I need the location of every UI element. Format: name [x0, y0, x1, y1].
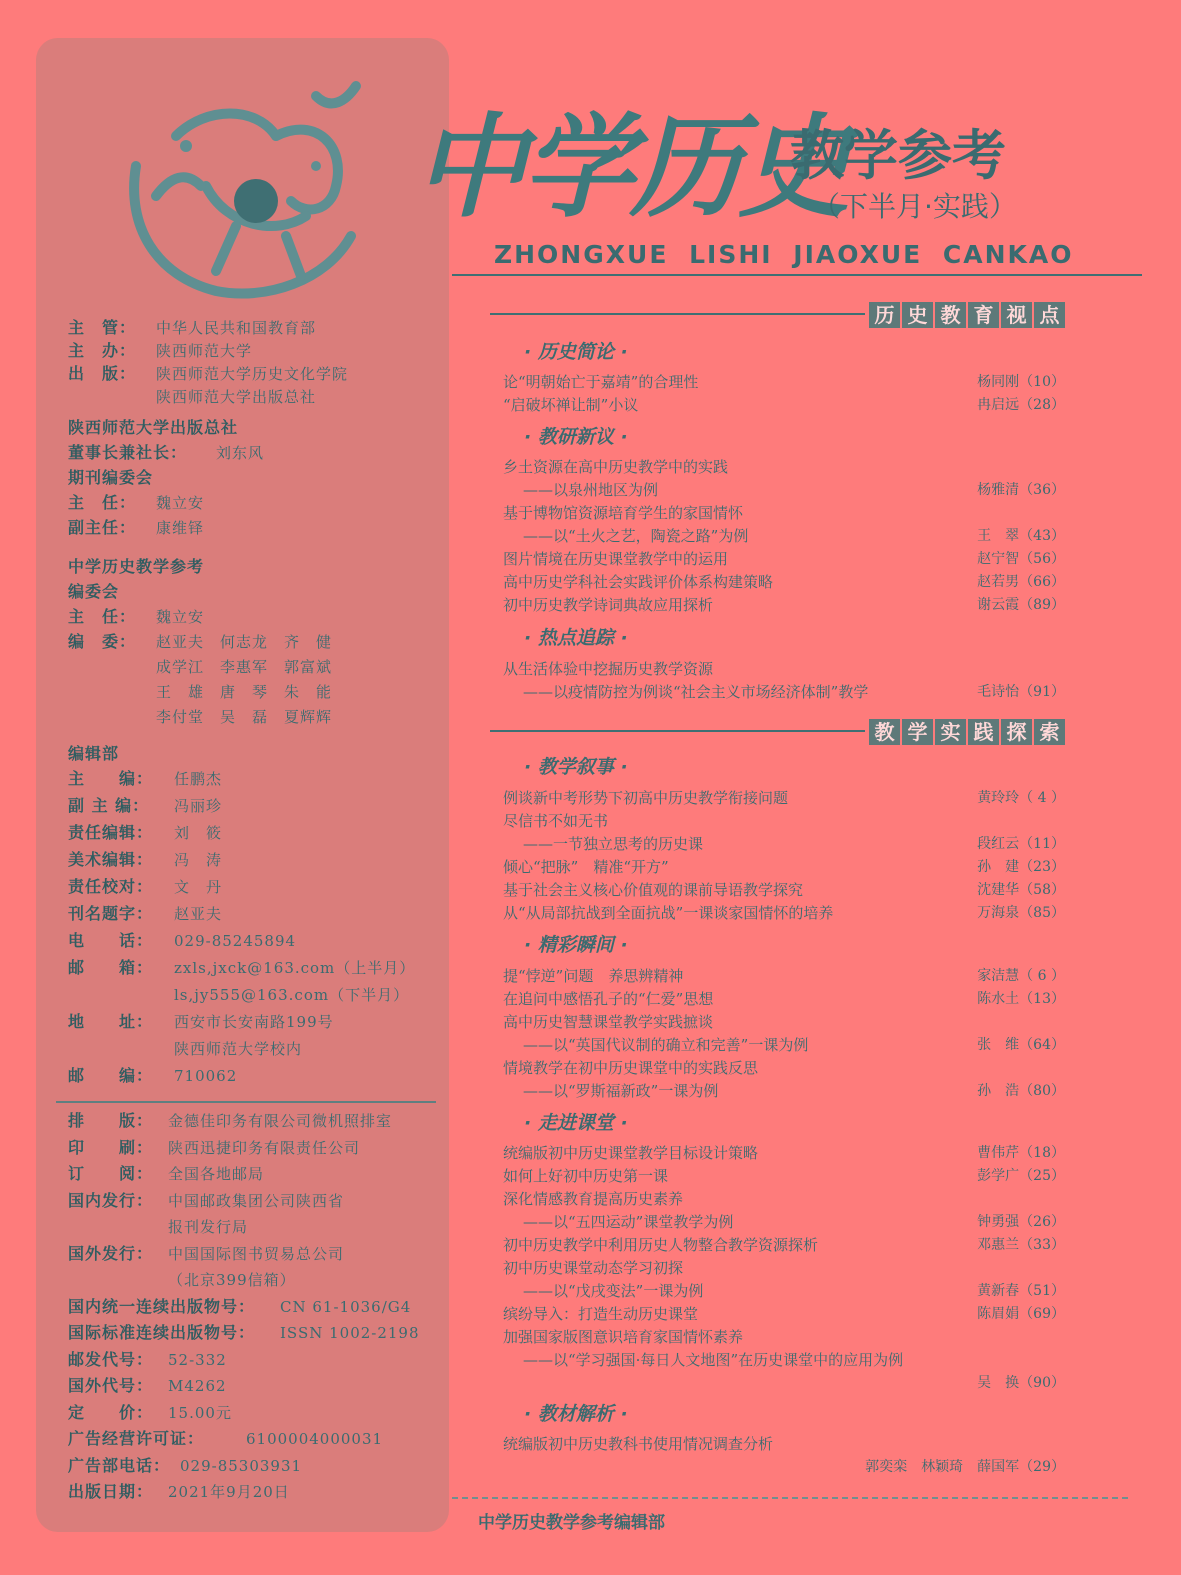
info-row [68, 1401, 448, 1425]
section-heading: · 走进课堂 · [524, 1112, 628, 1134]
info-row [68, 1480, 448, 1504]
info-row [68, 705, 448, 729]
info-row [68, 680, 448, 704]
article-title: 倾心“把脉” 精准“开方” [503, 858, 669, 876]
info-label: 国外代号： [68, 1376, 154, 1395]
info-value: 6100004000031 [246, 1430, 384, 1448]
info-label: 国内统一连续出版物号： [68, 1296, 256, 1316]
info-row [68, 1348, 448, 1372]
info-value: M4262 [168, 1377, 227, 1395]
article-author-page: 陈水土（13） [977, 991, 1065, 1007]
info-value: zxls,jxck@163.com（上半月） [174, 959, 416, 977]
toc-entry[interactable] [503, 681, 1065, 704]
footer-divider [452, 1497, 1128, 1499]
info-label: 国际标准连续出版物号： [68, 1323, 256, 1342]
article-title: 从生活体验中挖掘历史教学资源 [503, 660, 714, 678]
info-value: 710062 [174, 1067, 238, 1085]
toc-entry[interactable] [503, 1303, 1065, 1326]
info-label: 印 刷： [68, 1137, 154, 1157]
info-row [68, 605, 448, 629]
article-title: ——一节独立思考的历史课 [523, 835, 704, 853]
article-title: 深化情感教育提高历史素养 [503, 1190, 684, 1208]
band-char: 践 [968, 719, 999, 745]
article-title: ——以“戊戌变法”一课为例 [523, 1282, 704, 1300]
article-author-page: 孙 浩（80） [977, 1083, 1065, 1099]
info-value: ls,jy555@163.com（下半月） [174, 986, 410, 1004]
article-author-page: 家洁慧（ 6 ） [977, 968, 1065, 984]
article-title: 基于社会主义核心价值观的课前导语教学探究 [503, 881, 804, 899]
info-label: 董事长兼社长： [68, 443, 188, 462]
info-value: 报刊发行局 [168, 1218, 249, 1236]
info-row [68, 441, 448, 465]
article-title: 基于博物馆资源培育学生的家国情怀 [503, 504, 744, 522]
section-heading: · 教研新议 · [524, 426, 628, 448]
article-author-page: 杨雅清（36） [977, 482, 1065, 498]
article-title: 如何上好初中历史第一课 [503, 1167, 669, 1185]
article-title: ——以“罗斯福新政”一课为例 [523, 1082, 719, 1100]
info-value: 康维铎 [156, 519, 205, 537]
info-row [68, 1064, 448, 1088]
band-char: 探 [1001, 719, 1032, 745]
panel-heading: 中学历史教学参考 [68, 557, 205, 576]
toc-entry[interactable] [503, 502, 1065, 525]
tiger-emblem-icon [116, 76, 376, 308]
journal-title-english: ZHONGXUE LISHI JIAOXUE CANKAO [494, 240, 1074, 269]
article-author-page: 吴 换（90） [977, 1375, 1065, 1391]
toc-entry[interactable] [503, 1349, 1065, 1372]
info-row [68, 1454, 448, 1478]
toc-entry[interactable] [503, 1280, 1065, 1303]
edition-label: （下半月·实践） [812, 190, 1017, 223]
toc-entry[interactable] [503, 856, 1065, 879]
toc-entry[interactable] [503, 571, 1065, 594]
toc-entry[interactable] [503, 787, 1065, 810]
column-band [490, 719, 1065, 745]
info-value: 金德佳印务有限公司微机照排室 [168, 1112, 393, 1130]
article-title: 尽信书不如无书 [503, 812, 609, 830]
info-value: 陕西师范大学 [156, 342, 253, 360]
info-row [68, 1427, 448, 1451]
toc-entry[interactable] [503, 833, 1065, 856]
section-heading: · 历史简论 · [524, 341, 628, 363]
article-title: 从“从局部抗战到全面抗战”一课谈家国情怀的培养 [503, 904, 834, 922]
toc-entry[interactable] [503, 1011, 1065, 1034]
info-value: 王 雄 唐 琴 朱 能 [156, 683, 333, 701]
toc-entry[interactable] [503, 1057, 1065, 1080]
article-author-page: 钟勇强（26） [977, 1214, 1065, 1230]
info-row [68, 1295, 448, 1319]
article-author-page: 黄新春（51） [977, 1283, 1065, 1299]
toc-entry[interactable] [503, 1456, 1065, 1479]
info-value: 刘东风 [216, 444, 265, 462]
info-label: 主 编： [68, 769, 154, 788]
toc-entry[interactable] [503, 658, 1065, 681]
info-row [68, 1037, 448, 1061]
info-row [68, 956, 448, 980]
info-value: 陕西师范大学出版总社 [156, 388, 317, 406]
article-author-page: 王 翠（43） [977, 528, 1065, 544]
article-title: ——以“五四运动”课堂教学为例 [523, 1213, 734, 1231]
band-char: 史 [902, 302, 933, 328]
info-row [68, 385, 448, 409]
toc-entry[interactable] [503, 394, 1065, 417]
info-row [68, 1162, 448, 1186]
info-value: 冯丽珍 [174, 797, 223, 815]
info-value: 陕西迅捷印务有限责任公司 [168, 1138, 361, 1157]
article-title: 统编版初中历史课堂教学目标设计策略 [503, 1144, 759, 1162]
toc-entry[interactable] [503, 879, 1065, 902]
band-rule [490, 313, 865, 315]
toc-entry[interactable] [503, 525, 1065, 548]
article-author-page: 万海泉（85） [977, 905, 1065, 921]
article-author-page: 张 维（64） [977, 1037, 1065, 1053]
info-label: 广告经营许可证： [68, 1429, 205, 1448]
info-label: 主 管： [68, 318, 137, 337]
article-title: 高中历史智慧课堂教学实践摭谈 [503, 1013, 714, 1031]
article-author-page: 毛诗怡（91） [977, 684, 1065, 700]
band-label [869, 719, 1065, 745]
article-author-page: 杨同刚（10） [977, 374, 1065, 390]
info-value: 魏立安 [156, 608, 205, 626]
toc-entry[interactable] [503, 594, 1065, 617]
info-row [68, 1136, 448, 1160]
article-author-page: 彭学广（25） [977, 1168, 1065, 1184]
info-label: 邮 编： [68, 1066, 154, 1085]
info-value: 中华人民共和国教育部 [156, 319, 317, 337]
info-value: 任鹏杰 [174, 770, 223, 788]
info-label: 地 址： [68, 1012, 154, 1031]
masthead-info-panel [36, 38, 449, 1532]
article-author-page: 曹伟芹（18） [977, 1145, 1065, 1161]
article-title: 加强国家版图意识培育家国情怀素养 [503, 1328, 744, 1346]
section-heading: · 精彩瞬间 · [524, 934, 628, 956]
section-heading: · 热点追踪 · [524, 627, 628, 649]
info-row [68, 1109, 448, 1133]
info-label: 刊名题字： [68, 904, 154, 923]
article-author-page: 孙 建（23） [977, 859, 1065, 875]
info-value: CN 61-1036/G4 [280, 1297, 412, 1316]
article-author-page: 郭奕栾 林颖琦 薛国军（29） [865, 1459, 1065, 1475]
article-title: 情境教学在初中历史课堂中的实践反思 [503, 1059, 759, 1077]
info-value: 赵亚夫 [174, 905, 223, 923]
footer-editorial: 中学历史教学参考编辑部 [478, 1513, 665, 1533]
info-label: 出版日期： [68, 1482, 154, 1501]
info-row [68, 655, 448, 679]
info-value: 陕西师范大学历史文化学院 [156, 365, 349, 383]
article-title: ——以“英国代议制的确立和完善”一课为例 [523, 1036, 809, 1054]
info-value: 2021年9月20日 [168, 1483, 290, 1501]
article-title: 在追问中感悟孔子的“仁爱”思想 [503, 990, 714, 1008]
article-title: 提“悖逆”问题 养思辨精神 [503, 967, 684, 985]
article-author-page: 邓惠兰（33） [977, 1237, 1065, 1253]
article-title: 统编版初中历史教科书使用情况调查分析 [503, 1435, 774, 1453]
info-value: 15.00元 [168, 1403, 232, 1422]
info-row [68, 1189, 448, 1213]
article-title: 高中历史学科社会实践评价体系构建策略 [503, 573, 774, 591]
band-char: 点 [1034, 302, 1065, 328]
info-row [68, 1215, 448, 1239]
info-value: 赵亚夫 何志龙 齐 健 [156, 633, 333, 651]
toc-entry[interactable] [503, 1165, 1065, 1188]
article-title: 初中历史教学诗词典故应用探析 [503, 596, 714, 614]
toc-entry[interactable] [503, 1372, 1065, 1395]
info-value: 52-332 [168, 1350, 227, 1369]
info-row [68, 1268, 448, 1292]
info-value: 成学江 李惠军 郭富斌 [156, 658, 333, 676]
article-title: ——以“土火之艺，陶瓷之路”为例 [523, 527, 749, 545]
info-row [68, 316, 448, 340]
toc-entry[interactable] [503, 548, 1065, 571]
info-label: 订 阅： [68, 1164, 154, 1183]
info-row [68, 339, 448, 363]
info-label: 美术编辑： [68, 850, 154, 869]
panel-heading: 陕西师范大学出版总社 [68, 418, 239, 437]
journal-title-calligraphy: 中学历史 [414, 102, 846, 233]
article-author-page: 沈建华（58） [977, 882, 1065, 898]
info-label: 主 办： [68, 341, 137, 360]
article-title: 缤纷导入：打造生动历史课堂 [503, 1305, 699, 1323]
toc-entry[interactable] [503, 456, 1065, 479]
info-value: 029-85245894 [174, 932, 297, 950]
info-value: 中国国际图书贸易总公司 [168, 1244, 345, 1263]
article-title: ——以泉州地区为例 [523, 481, 659, 499]
article-title: ——以疫情防控为例谈“社会主义市场经济体制”教学 [523, 683, 869, 701]
toc-entry[interactable] [503, 1257, 1065, 1280]
section-heading: · 教材解析 · [524, 1403, 628, 1425]
info-value: 冯 涛 [174, 851, 223, 869]
info-row [68, 929, 448, 953]
info-label: 国内发行： [68, 1190, 154, 1210]
band-char: 索 [1034, 719, 1065, 745]
toc-entry[interactable] [503, 1080, 1065, 1103]
info-value: 刘 筱 [174, 824, 223, 842]
info-row [68, 1010, 448, 1034]
toc-entry[interactable] [503, 1326, 1065, 1349]
article-author-page: 赵宁智（56） [977, 551, 1065, 567]
panel-heading: 期刊编委会 [68, 468, 154, 487]
band-rule [490, 730, 865, 732]
info-label: 副主任： [68, 518, 137, 537]
toc-entry[interactable] [503, 965, 1065, 988]
info-value: 全国各地邮局 [168, 1165, 265, 1183]
band-char: 教 [935, 302, 966, 328]
band-char: 教 [869, 719, 900, 745]
info-row [68, 821, 448, 845]
info-value: （北京399信箱） [168, 1271, 296, 1289]
info-label: 邮发代号： [68, 1349, 154, 1369]
info-label: 主 任： [68, 607, 137, 626]
article-title: 初中历史教学中利用历史人物整合教学资源探析 [503, 1236, 819, 1254]
info-row [68, 362, 448, 386]
article-title: ——以“学习强国·每日人文地图”在历史课堂中的应用为例 [523, 1351, 904, 1369]
info-label: 邮 箱： [68, 958, 154, 977]
article-title: 初中历史课堂动态学习初探 [503, 1259, 684, 1277]
article-title: 图片情境在历史课堂教学中的运用 [503, 550, 729, 568]
info-label: 广告部电话： [68, 1455, 171, 1475]
section-heading: · 教学叙事 · [524, 756, 628, 778]
info-label: 电 话： [68, 931, 154, 950]
info-label: 编 委： [68, 632, 137, 651]
panel-heading: 编辑部 [68, 744, 120, 763]
toc-entry[interactable] [503, 902, 1065, 925]
info-label: 国外发行： [68, 1243, 154, 1263]
header-divider [452, 274, 1142, 276]
column-band [490, 302, 1065, 328]
article-author-page: 黄玲玲（ 4 ） [977, 790, 1065, 806]
toc-entry[interactable] [503, 479, 1065, 502]
info-row [68, 1374, 448, 1398]
toc-entry[interactable] [503, 1433, 1065, 1456]
article-title: “启破坏禅让制”小议 [503, 396, 639, 414]
info-label: 责任校对： [68, 877, 154, 896]
band-label [869, 302, 1065, 328]
article-author-page: 陈眉娟（69） [977, 1306, 1065, 1322]
article-title: 例谈新中考形势下初高中历史教学衔接问题 [503, 789, 789, 807]
info-row [68, 902, 448, 926]
info-row [68, 794, 448, 818]
info-row [68, 848, 448, 872]
article-author-page: 段红云（11） [977, 836, 1065, 852]
info-row [68, 491, 448, 515]
info-row [68, 516, 448, 540]
info-label: 副 主 编： [68, 796, 150, 815]
toc-entry[interactable] [503, 1188, 1065, 1211]
info-value: 西安市长安南路199号 [174, 1013, 334, 1031]
toc-entry[interactable] [503, 988, 1065, 1011]
panel-divider [56, 1101, 436, 1103]
info-row [68, 1242, 448, 1266]
band-char: 历 [869, 302, 900, 328]
info-value: 李付堂 吴 磊 夏辉辉 [156, 708, 333, 726]
info-label: 定 价： [68, 1402, 154, 1422]
info-value: 陕西师范大学校内 [174, 1040, 303, 1058]
info-value: 魏立安 [156, 494, 205, 512]
toc-entry[interactable] [503, 371, 1065, 394]
toc-entry[interactable] [503, 1142, 1065, 1165]
toc-entry[interactable] [503, 1211, 1065, 1234]
info-label: 主 任： [68, 493, 137, 512]
toc-entry[interactable] [503, 810, 1065, 833]
info-value: ISSN 1002-2198 [280, 1324, 420, 1342]
article-author-page: 谢云霞（89） [977, 597, 1065, 613]
info-value: 文 丹 [174, 878, 223, 896]
info-label: 出 版： [68, 364, 137, 383]
info-row [68, 630, 448, 654]
info-label: 责任编辑： [68, 823, 154, 842]
info-value: 中国邮政集团公司陕西省 [168, 1191, 345, 1210]
info-row [68, 1321, 448, 1345]
article-author-page: 冉启远（28） [977, 397, 1065, 413]
panel-heading: 编委会 [68, 582, 120, 601]
band-char: 学 [902, 719, 933, 745]
toc-entry[interactable] [503, 1234, 1065, 1257]
band-char: 育 [968, 302, 999, 328]
article-title: 论“明朝始亡于嘉靖”的合理性 [503, 373, 699, 391]
journal-subtitle: 教学参考 [790, 124, 1006, 187]
info-label: 排 版： [68, 1111, 154, 1130]
article-author-page: 赵若男（66） [977, 574, 1065, 590]
info-row [68, 875, 448, 899]
info-row [68, 983, 448, 1007]
info-value: 029-85303931 [180, 1456, 303, 1475]
info-row [68, 767, 448, 791]
band-char: 视 [1001, 302, 1032, 328]
article-title: 乡土资源在高中历史教学中的实践 [503, 458, 729, 476]
toc-entry[interactable] [503, 1034, 1065, 1057]
band-char: 实 [935, 719, 966, 745]
